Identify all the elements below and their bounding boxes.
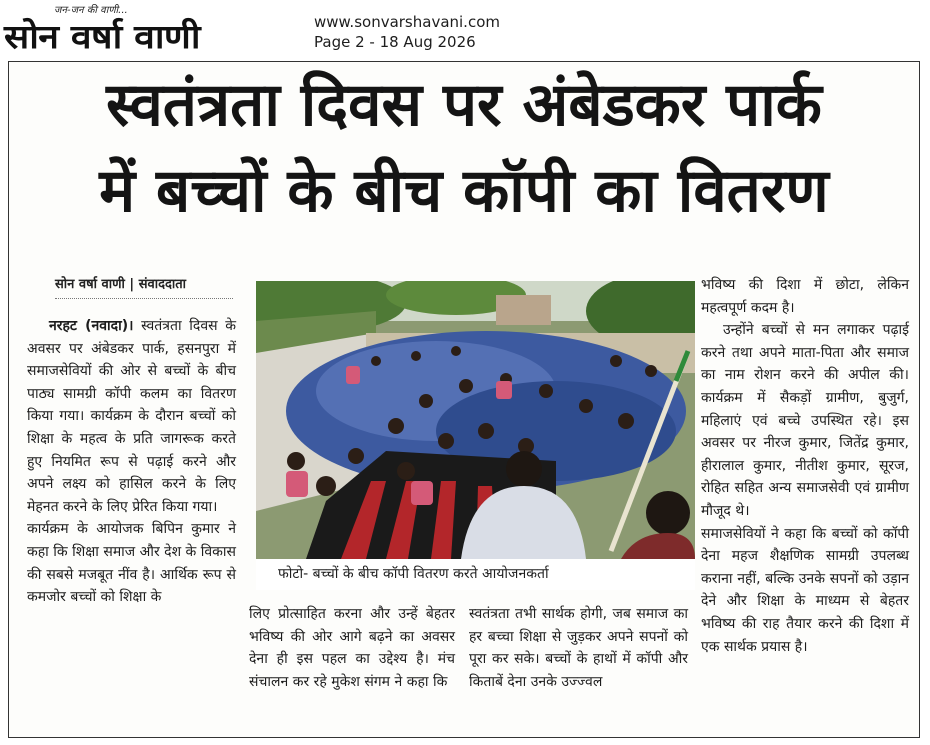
article-column-3 [469, 603, 688, 693]
masthead [0, 0, 930, 56]
logo-tagline: जन-जन की वाणी... [54, 5, 128, 16]
photo-illustration [256, 281, 695, 559]
article-column-2 [249, 603, 455, 693]
dateline: नरहट (नवादा)। [49, 318, 134, 334]
logo-name: सोन वर्षा वाणी [4, 17, 200, 56]
news-article [8, 61, 920, 738]
newspaper-logo [4, 3, 296, 55]
masthead-meta [314, 12, 500, 52]
article-column-1 [27, 315, 236, 725]
column-4-paragraph-3: समाजसेवियों ने कहा कि बच्चों को कॉपी देना महज शैक्षणिक सामग्री उपलब्ध कराना नहीं, बल्कि उनके सपनों को उड़ान देने और शिक्षा के माध्यम से बेहतर भविष्य की राह तैयार करने की दिशा में एक सार्थक प्रयास है। [701, 525, 909, 655]
article-headline [9, 62, 919, 234]
headline-line-1: स्वतंत्रता दिवस पर अंबेडकर पार्क [106, 70, 822, 140]
byline: सोन वर्षा वाणी | संवाददाता [55, 274, 233, 299]
article-column-4 [701, 274, 909, 658]
column-4-paragraph-1: भविष्य की दिशा में छोटा, लेकिन महत्वपूर्ण कदम है। [701, 277, 909, 316]
column-4-paragraph-2: उन्होंने बच्चों से मन लगाकर पढ़ाई करने तथा अपने माता-पिता और समाज का नाम रोशन करने की अपील की। कार्यक्रम में सैकड़ों ग्रामीण, बुजुर्ग, महिलाएं एवं बच्चे उपस्थित रहे। इस अवसर पर नीरज कुमार, जितेंद्र कुमार, हीरालाल कुमार, नीतीश कुमार, सूरज, रोहित सहित अन्य समाजसेवी एवं ग्रामीण मौजूद थे। [701, 322, 909, 519]
column-1-tail-text: कार्यक्रम के आयोजक बिपिन कुमार ने कहा कि शिक्षा समाज और देश के विकास की सबसे मजबूत नींव है। आर्थिक रूप से कमजोर बच्चों को शिक्षा के [27, 521, 237, 606]
article-photo [256, 281, 695, 559]
column-1-lead-text: स्वतंत्रता दिवस के अवसर पर अंबेडकर पार्क, हसनपुरा में समाजसेवियों की ओर से बच्चों के बीच पाठ्य सामग्री कॉपी कलम का वितरण किया गया। कार्यक्रम के दौरान बच्चों को शिक्षा के महत्व के प्रति जागरूक करते हुए नियमित रूप से पढ़ाई करने और अपने लक्ष्य को हासिल करने के लिए मेहनत करने के लिए प्रेरित किया गया। [27, 318, 236, 515]
column-2-text: लिए प्रोत्साहित करना और उन्हें बेहतर भविष्य की ओर आगे बढ़ने का अवसर देना ही इस पहल का उद्देश्य है। मंच संचालन कर रहे मुकेश संगम ने कहा कि [249, 606, 455, 690]
website-url: www.sonvarshavani.com [314, 13, 500, 31]
headline-line-2: में बच्चों के बीच कॉपी का वितरण [99, 156, 829, 226]
page-info: Page 2 - 18 Aug 2026 [314, 33, 476, 51]
photo-caption: फोटो- बच्चों के बीच कॉपी वितरण करते आयोजनकर्ता [256, 559, 695, 590]
column-3-text: स्वतंत्रता तभी सार्थक होगी, जब समाज का हर बच्चा शिक्षा से जुड़कर अपने सपनों को पूरा कर सके। बच्चों के हाथों में कॉपी और किताबें देना उनके उज्ज्वल [469, 606, 688, 690]
